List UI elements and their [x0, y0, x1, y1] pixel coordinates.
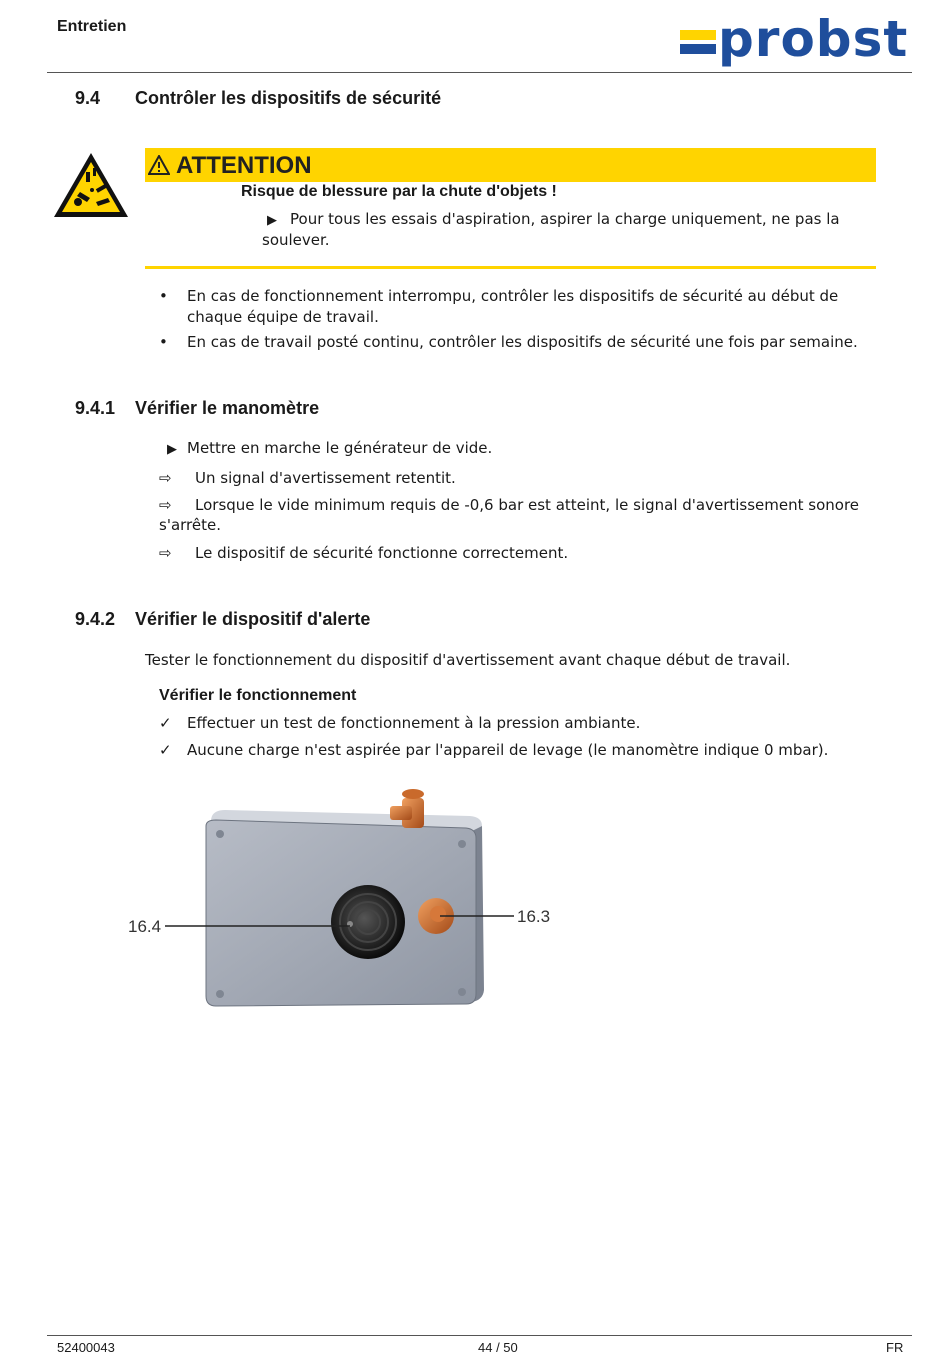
- step-arrow-icon: ▶: [267, 213, 277, 228]
- result-arrow-icon: ⇨: [159, 544, 172, 562]
- footer-language: FR: [886, 1340, 904, 1355]
- subheading: Vérifier le fonctionnement: [159, 687, 357, 704]
- instruction-line-2: soulever.: [262, 231, 330, 249]
- section-heading-9-4-2: [75, 609, 370, 630]
- logo-text: probst: [718, 10, 909, 68]
- result-text-line-1: Lorsque le vide minimum requis de -0,6 bar est atteint, le signal d'avertissement sonore: [195, 496, 860, 514]
- bullet-dot-icon: •: [159, 333, 168, 351]
- result-text: Un signal d'avertissement retentit.: [195, 469, 456, 487]
- callout-label-right: 16.3: [517, 907, 551, 926]
- section-heading-9-4: [75, 88, 441, 109]
- step-arrow-icon: ▶: [167, 442, 177, 457]
- logo-yellow-bar: [680, 30, 716, 40]
- attention-text: ATTENTION: [176, 152, 312, 179]
- checkmark-icon: ✓: [159, 714, 172, 732]
- bullet-text-line-1: En cas de travail posté continu, contrôler les dispositifs de sécurité une fois par semaine.: [187, 333, 858, 351]
- warning-device-illustration: [120, 780, 580, 1020]
- risk-statement: Risque de blessure par la chute d'objets !: [241, 183, 557, 200]
- section-number: 9.4.2: [75, 609, 116, 629]
- section-number: 9.4: [75, 88, 101, 108]
- section-heading-9-4-1: [75, 398, 319, 419]
- checkmark-icon: ✓: [159, 741, 172, 759]
- section-title: Vérifier le manomètre: [135, 398, 320, 418]
- result-arrow-icon: ⇨: [159, 496, 172, 514]
- intro-paragraph: Tester le fonctionnement du dispositif d'avertissement avant chaque début de travail.: [145, 651, 791, 669]
- callout-label-left: 16.4: [128, 917, 162, 936]
- result-text: Le dispositif de sécurité fonctionne correctement.: [195, 544, 569, 562]
- header-section-title: Entretien: [57, 18, 127, 35]
- footer-divider: [47, 1335, 912, 1336]
- step-text: Mettre en marche le générateur de vide.: [187, 439, 493, 457]
- check-text: Aucune charge n'est aspirée par l'appareil de levage (le manomètre indique 0 mbar).: [187, 741, 829, 759]
- footer-doc-number: 52400043: [57, 1340, 115, 1355]
- bullet-text-line-2: chaque équipe de travail.: [187, 308, 379, 326]
- header-divider: [47, 72, 912, 73]
- footer-page-number: 44 / 50: [478, 1340, 518, 1355]
- attention-bottom-rule: [145, 266, 876, 269]
- section-title: Vérifier le dispositif d'alerte: [135, 609, 371, 629]
- logo-blue-bar: [680, 44, 716, 54]
- warning-triangle-icon: [148, 151, 172, 185]
- result-arrow-icon: ⇨: [159, 469, 172, 487]
- probst-logo: [680, 10, 909, 68]
- result-text-line-2: s'arrête.: [159, 516, 221, 534]
- check-text: Effectuer un test de fonctionnement à la pression ambiante.: [187, 714, 641, 732]
- instruction-line-1: Pour tous les essais d'aspiration, aspirer la charge uniquement, ne pas la: [290, 210, 840, 228]
- bullet-text-line-1: En cas de fonctionnement interrompu, contrôler les dispositifs de sécurité au début de: [187, 287, 839, 305]
- section-title: Contrôler les dispositifs de sécurité: [135, 88, 442, 108]
- bullet-dot-icon: •: [159, 287, 168, 305]
- attention-label: [148, 149, 312, 185]
- section-number: 9.4.1: [75, 398, 116, 418]
- falling-objects-warning-icon: [52, 150, 130, 220]
